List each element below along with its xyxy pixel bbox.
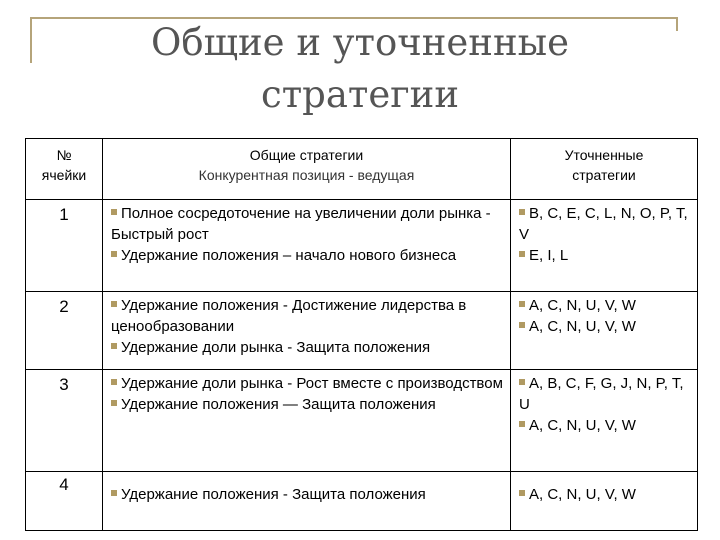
square-bullet-icon bbox=[111, 251, 117, 257]
square-bullet-icon bbox=[519, 490, 525, 496]
general-strategy-text: Полное сосредоточение на увеличении доли рынка - Быстрый рост bbox=[111, 205, 491, 243]
square-bullet-icon bbox=[111, 490, 117, 496]
refined-strategy-text: A, C, N, U, V, W bbox=[529, 297, 636, 314]
general-strategy-text: Удержание положения - Достижение лидерства в ценообразовании bbox=[111, 297, 467, 335]
square-bullet-icon bbox=[111, 209, 117, 215]
list-item bbox=[519, 295, 691, 316]
general-strategy-text: Удержание положения — Защита положения bbox=[121, 396, 436, 413]
general-strategies-cell bbox=[103, 292, 511, 370]
square-bullet-icon bbox=[519, 301, 525, 307]
refined-strategy-text: A, B, C, F, G, J, N, P, T, U bbox=[519, 375, 684, 413]
square-bullet-icon bbox=[111, 301, 117, 307]
square-bullet-icon bbox=[519, 322, 525, 328]
table-row bbox=[26, 200, 698, 292]
table-row bbox=[26, 370, 698, 472]
list-item bbox=[111, 295, 504, 337]
general-strategies-cell bbox=[103, 370, 511, 472]
strategies-table bbox=[25, 138, 698, 531]
header-refined-strategies bbox=[511, 139, 698, 200]
square-bullet-icon bbox=[111, 343, 117, 349]
row-number: 3 bbox=[26, 370, 103, 472]
square-bullet-icon bbox=[111, 400, 117, 406]
list-item bbox=[111, 203, 504, 245]
slide-title-line-2: стратегии bbox=[260, 73, 459, 116]
slide-title-line-1: Общие и уточненные bbox=[151, 21, 569, 64]
refined-strategies-cell bbox=[511, 472, 698, 531]
refined-strategy-text: A, C, N, U, V, W bbox=[529, 486, 636, 503]
frame-left-rule bbox=[30, 17, 32, 63]
row-number: 4 bbox=[26, 472, 103, 531]
refined-strategy-text: A, C, N, U, V, W bbox=[529, 417, 636, 434]
list-item bbox=[111, 484, 504, 505]
general-strategies-cell bbox=[103, 472, 511, 531]
table-row bbox=[26, 292, 698, 370]
header-general-line-2: Конкурентная позиция - ведущая bbox=[198, 167, 415, 183]
list-item bbox=[519, 415, 691, 436]
header-refined-line-2: стратегии bbox=[572, 167, 636, 183]
row-number: 2 bbox=[26, 292, 103, 370]
refined-strategies-cell bbox=[511, 200, 698, 292]
square-bullet-icon bbox=[519, 209, 525, 215]
refined-strategy-text: E, I, L bbox=[529, 247, 569, 264]
list-item bbox=[111, 373, 504, 394]
list-item bbox=[519, 316, 691, 337]
refined-strategies-cell bbox=[511, 370, 698, 472]
square-bullet-icon bbox=[519, 251, 525, 257]
list-item bbox=[111, 245, 504, 266]
general-strategy-text: Удержание положения - Защита положения bbox=[121, 486, 426, 503]
general-strategies-cell bbox=[103, 200, 511, 292]
general-strategy-text: Удержание положения – начало нового бизнеса bbox=[121, 247, 457, 264]
refined-strategies-cell bbox=[511, 292, 698, 370]
list-item bbox=[519, 484, 691, 505]
table-row bbox=[26, 472, 698, 531]
list-item bbox=[111, 337, 504, 358]
square-bullet-icon bbox=[111, 379, 117, 385]
header-general-strategies bbox=[103, 139, 511, 200]
list-item bbox=[519, 203, 691, 245]
square-bullet-icon bbox=[519, 379, 525, 385]
table-header-row bbox=[26, 139, 698, 200]
header-refined-line-1: Уточненные bbox=[564, 147, 644, 163]
header-cell-number-line-2: ячейки bbox=[41, 167, 87, 183]
general-strategy-text: Удержание доли рынка - Защита положения bbox=[121, 339, 431, 356]
header-cell-number bbox=[26, 139, 103, 200]
refined-strategy-text: B, C, E, C, L, N, O, P, T, V bbox=[519, 205, 688, 243]
slide-title bbox=[60, 17, 660, 121]
list-item bbox=[519, 245, 691, 266]
general-strategy-text: Удержание доли рынка - Рост вместе с производством bbox=[121, 375, 503, 392]
list-item bbox=[111, 394, 504, 415]
header-cell-number-line-1: № bbox=[56, 147, 72, 163]
header-general-line-1: Общие стратегии bbox=[249, 147, 364, 163]
square-bullet-icon bbox=[519, 421, 525, 427]
refined-strategy-text: A, C, N, U, V, W bbox=[529, 318, 636, 335]
frame-right-rule bbox=[676, 17, 678, 31]
row-number: 1 bbox=[26, 200, 103, 292]
list-item bbox=[519, 373, 691, 415]
